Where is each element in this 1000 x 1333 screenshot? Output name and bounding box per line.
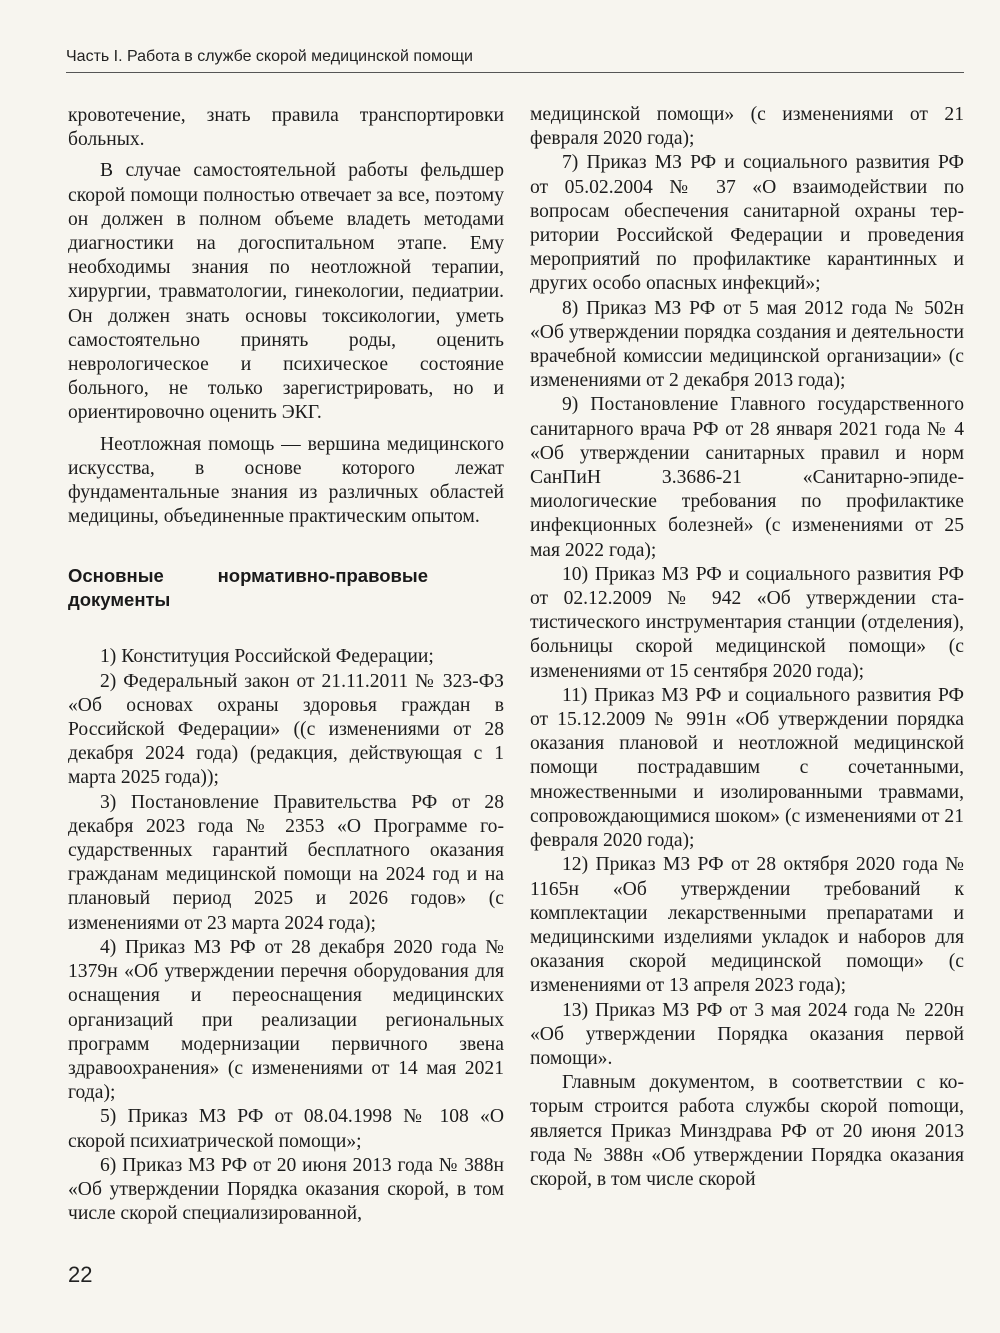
list-item-1: 1) Конституция Российской Федерации; xyxy=(100,646,434,668)
header-rule xyxy=(66,72,964,73)
paragraph-paramedic-duties: В случае самостоятельной работы фельдшер скорой помощи полностью отвечает за все, поэтому он должен в полном объеме владеть методами диагностики на догоспитальном этапе. Ему необходимы знания по неотложной терапии, хирургии, травматологии, гинекологии, педиатрии. Он должен знать основы токсикологии, уметь самостоятельно принять роды, оценить неврологическое и психическое состояние больного, не только зарегистрировать, но и ориентировочно оценить ЭКГ. xyxy=(68,160,504,424)
list-item-7: 7) Приказ МЗ РФ и социального развития РФ от 05.02.2004 № 37 «О взаимодействии по вопросам обеспечения санитарной охраны территории Российской Федерации и проведения мероприятий по профилактике карантинных и других особо опасных инфекций»; xyxy=(530,152,964,295)
list-item-4: 4) Приказ МЗ РФ от 28 декабря 2020 года № 1379н «Об утверждении перечня оборудования для оснащения и переоснащения медицинских организаций при реализации региональных программ модернизации первичного звена здравоохранения» (с изменениями от 14 мая 2021 года); xyxy=(68,936,504,1104)
list-item-5: 5) Приказ МЗ РФ от 08.04.1998 № 108 «О скорой психиатрической помощи»; xyxy=(68,1106,504,1152)
right-column xyxy=(530,103,964,1192)
list-item-10: 10) Приказ МЗ РФ и социального развития РФ от 02.12.2009 № 942 «Об утверждении статистического инструментария станции (отделения), больницы скорой медицинской помощи» (с изменениями от 15 сентября 2020 года); xyxy=(530,563,964,682)
list-item-2: 2) Федеральный закон от 21.11.2011 № 323-ФЗ «Об основах охраны здоровья граждан в Российской Федерации» ((с изменениями от 28 декабря 2024 года) (редакция, действующая с 1 марта 2025 года)); xyxy=(68,670,504,789)
list-item-12: 12) Приказ МЗ РФ от 28 октября 2020 года № 1165н «Об утверждении требований к комплектации лекарственными препаратами и медицинскими изделиями укладок и наборов для оказания скорой медицинской помощи» (с изменениями от 13 апреля 2023 года); xyxy=(530,854,964,997)
list-item-8: 8) Приказ МЗ РФ от 5 мая 2012 года № 502н «Об утверждении порядка создания и деятельности врачебной комиссии медицинской организации» (с изменениями от 2 декабря 2013 года); xyxy=(530,297,964,392)
page-number: 22 xyxy=(68,1262,93,1287)
closing-paragraph: Главным документом, в соответствии с которым строится работа службы скорой поmощи, является Приказ Минздрава РФ от 20 июня 2013 года № 388н «Об утверждении Порядка оказания скорой, в том числе скорой xyxy=(530,1072,964,1190)
paragraph-emergency-care: Неотложная помощь — вершина медицинского искусства, в основе которого лежат фундаментальные знания из различных областей медицины, объединенные практическим опытом. xyxy=(68,433,504,528)
section-heading: Основные нормативно-правовые документы xyxy=(68,565,428,611)
list-item-6-continuation: медицинской помощи» (с изменениями от 21 февраля 2020 года); xyxy=(530,104,964,150)
list-item-9: 9) Постановление Главного государственного санитарного врача РФ от 28 января 2021 года № 4 «Об утверждении санитарных правил и норм СанПиН 3.3686-21 «Санитарно-эпидемиологические требования по профилактике инфекционных болезней» (с изменениями от 25 мая 2022 года); xyxy=(530,394,964,561)
list-item-3: 3) Постановление Правительства РФ от 28 декабря 2023 года № 2353 «О Программе государственных гарантий бесплатного оказания гражданам медицинской помощи на 2024 год и на плановый период 2025 и 2026 годов» (с изменениями от 23 марта 2024 года); xyxy=(68,791,504,934)
list-item-11: 11) Приказ МЗ РФ и социального развития РФ от 15.12.2009 № 991н «Об утверждении порядка оказания плановой и неотложной медицинской помощи пострадавшим с сочетанными, множественными и изолированными травмами, сопровождающимися шоком» (с изменениями от 21 февраля 2020 года); xyxy=(530,684,964,852)
paragraph-continuation: кровотечение, знать правила транспортировки больных. xyxy=(68,105,504,151)
running-header: Часть I. Работа в службе скорой медицинской помощи xyxy=(66,48,473,65)
list-item-13: 13) Приказ МЗ РФ от 3 мая 2024 года № 220н «Об утверждении Порядка оказания первой помощи». xyxy=(530,999,964,1069)
list-item-6: 6) Приказ МЗ РФ от 20 июня 2013 года № 388н «Об утверждении Порядка оказания скорой, в том числе скорой специализированной, xyxy=(68,1154,504,1225)
left-column xyxy=(68,104,504,1226)
